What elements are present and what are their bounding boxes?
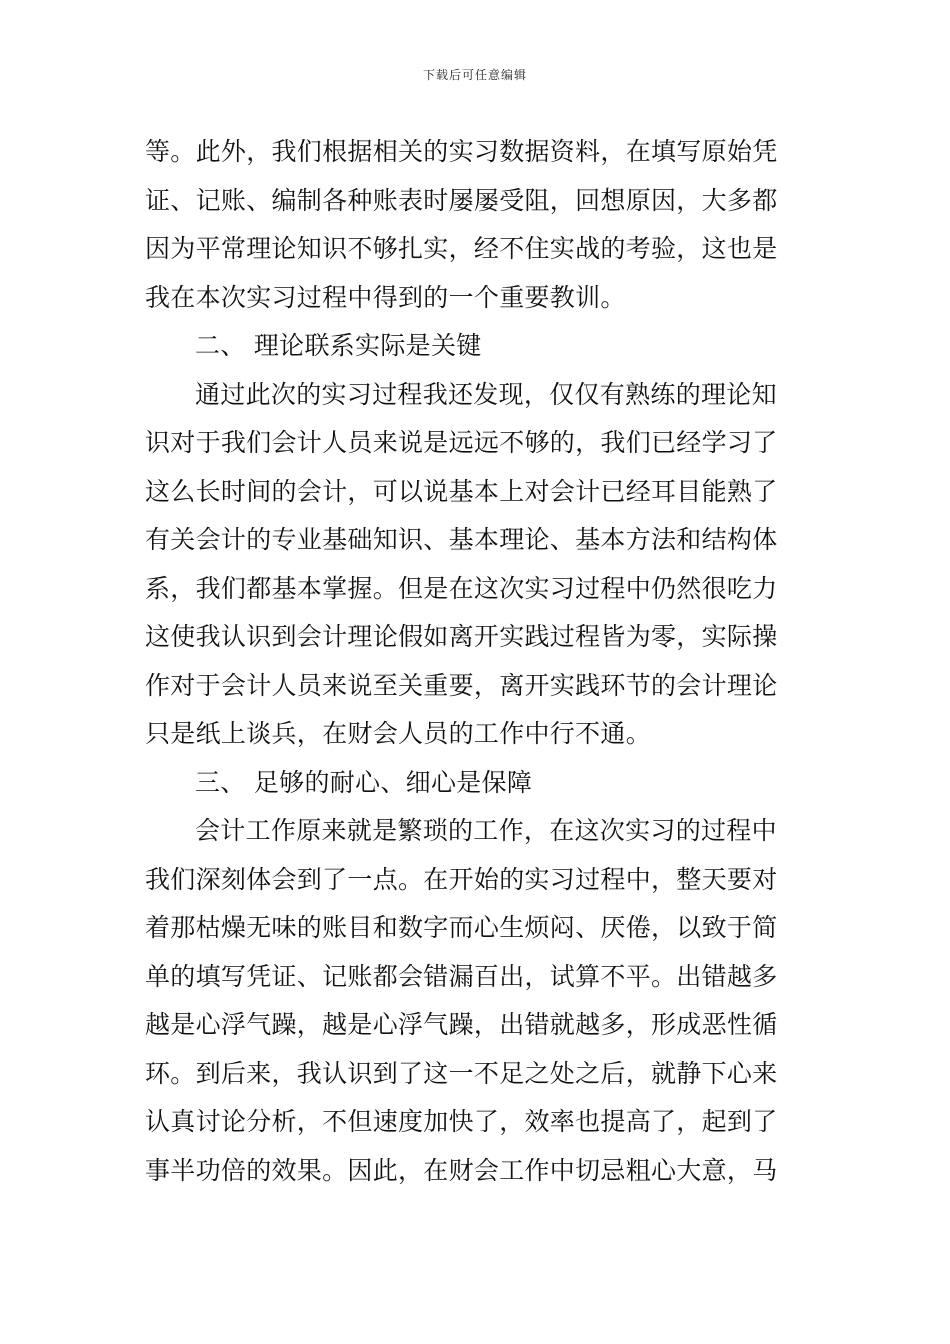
text-line: 我们深刻体会到了一点。在开始的实习过程中，整天要对 <box>145 864 778 894</box>
text-line: 单的填写凭证、记账都会错漏百出，试算不平。出错越多 <box>145 961 778 991</box>
text-line: 系，我们都基本掌握。但是在这次实习过程中仍然很吃力 <box>145 573 778 603</box>
text-line: 识对于我们会计人员来说是远远不够的，我们已经学习了 <box>145 428 778 457</box>
section-heading-3: 三、 足够的耐心、细心是保障 <box>195 767 533 797</box>
text-line: 有关会计的专业基础知识、基本理论、基本方法和结构体 <box>145 525 778 554</box>
text-line: 事半功倍的效果。因此，在财会工作中切忌粗心大意，马 <box>145 1155 778 1185</box>
text-line: 只是纸上谈兵，在财会人员的工作中行不通。 <box>145 719 652 748</box>
text-line: 我在本次实习过程中得到的一个重要教训。 <box>145 282 626 312</box>
text-line: 作对于会计人员来说至关重要，离开实践环节的会计理论 <box>145 670 778 700</box>
text-line: 证、记账、编制各种账表时屡屡受阻，回想原因，大多都 <box>145 185 778 215</box>
text-line: 这么长时间的会计，可以说基本上对会计已经耳目能熟了 <box>145 476 778 506</box>
section-heading-2: 二、 理论联系实际是关键 <box>195 331 482 360</box>
text-line: 通过此次的实习过程我还发现，仅仅有熟练的理论知 <box>195 379 777 409</box>
text-line: 会计工作原来就是繁琐的工作，在这次实习的过程中 <box>195 816 777 845</box>
text-line: 等。此外，我们根据相关的实习数据资料，在填写原始凭 <box>145 137 778 166</box>
header-note: 下载后可任意编辑 <box>422 68 527 82</box>
text-line: 这使我认识到会计理论假如离开实践过程皆为零，实际操 <box>145 622 778 651</box>
body-text <box>145 128 807 1195</box>
text-line: 着那枯燥无味的账目和数字而心生烦闷、厌倦，以致于简 <box>145 913 778 942</box>
text-line: 因为平常理论知识不够扎实，经不住实战的考验，这也是 <box>145 234 778 263</box>
text-line: 环。到后来，我认识到了这一不足之处之后，就静下心来 <box>145 1058 778 1088</box>
text-line: 越是心浮气躁，越是心浮气躁，出错就越多，形成恶性循 <box>145 1010 778 1039</box>
text-line: 认真讨论分析，不但速度加快了，效率也提高了，起到了 <box>145 1107 778 1136</box>
